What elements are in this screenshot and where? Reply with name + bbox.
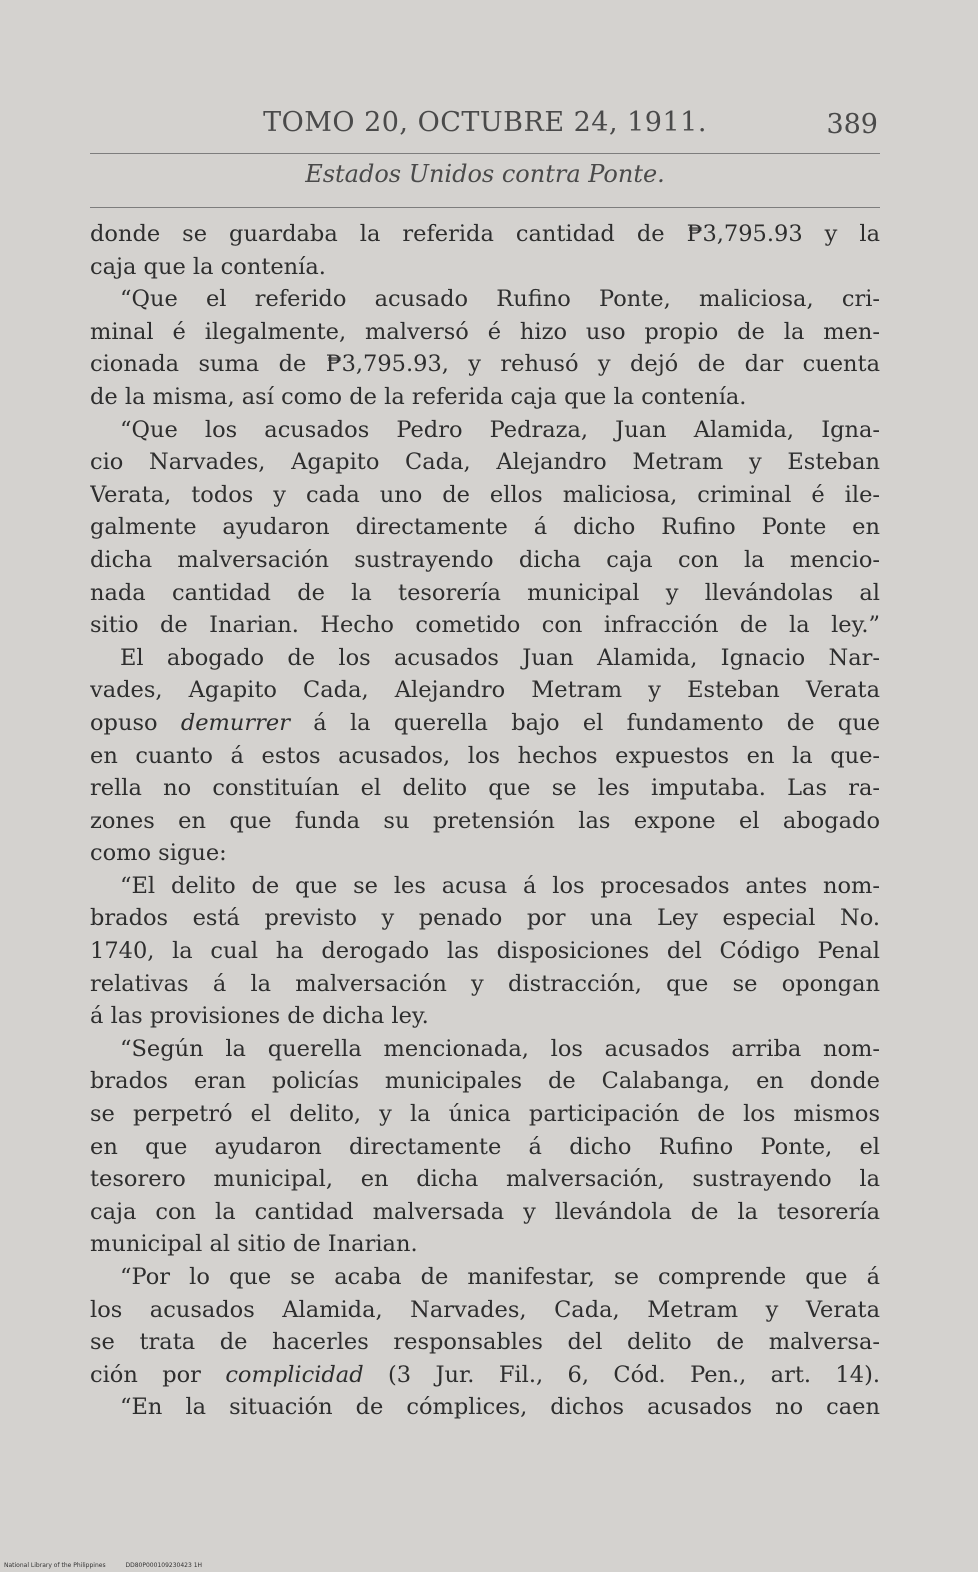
text-line: galmente ayudaron directamente á dicho Rufino Ponte en bbox=[90, 514, 880, 541]
text-line: “Según la querella mencionada, los acusados arriba nom- bbox=[120, 1035, 880, 1062]
text-line: á las provisiones de dicha ley. bbox=[90, 1003, 429, 1030]
text-line: “Que los acusados Pedro Pedraza, Juan Alamida, Igna- bbox=[120, 416, 880, 443]
text-line: se trata de hacerles responsables del delito de malversa- bbox=[90, 1329, 880, 1356]
header-rule-bottom bbox=[90, 207, 880, 208]
text-line bbox=[90, 1359, 880, 1392]
case-title: Estados Unidos contra Ponte. bbox=[305, 160, 665, 188]
text-line: brados está previsto y penado por una Ley especial No. bbox=[90, 905, 880, 932]
text-line: cio Narvades, Agapito Cada, Alejandro Metram y Esteban bbox=[90, 449, 880, 476]
italic-term: complicidad bbox=[225, 1361, 364, 1388]
text-line: en cuanto á estos acusados, los hechos expuestos en la que- bbox=[90, 742, 880, 769]
text-line: “Por lo que se acaba de manifestar, se comprende que á bbox=[120, 1264, 880, 1290]
text-line: dicha malversación sustrayendo dicha caja con la mencio- bbox=[90, 546, 880, 573]
text-line: caja con la cantidad malversada y llevándola de la tesorería bbox=[90, 1198, 880, 1225]
text-line: vades, Agapito Cada, Alejandro Metram y Esteban Verata bbox=[90, 677, 880, 704]
text-line: nada cantidad de la tesorería municipal y llevándolas al bbox=[90, 579, 880, 606]
text-run: á la querella bajo el fundamento de que bbox=[313, 709, 880, 736]
text-run: ción por bbox=[90, 1361, 201, 1388]
scan-footer bbox=[4, 1562, 220, 1569]
text-line: de la misma, así como de la referida caja que la contenía. bbox=[90, 383, 747, 410]
body-text bbox=[90, 218, 880, 1424]
page-number: 389 bbox=[826, 109, 878, 140]
header-rule-top bbox=[90, 153, 880, 154]
text-line: caja que la contenía. bbox=[90, 253, 326, 280]
text-line: zones en que funda su pretensión las expone el abogado bbox=[90, 807, 880, 834]
text-line: los acusados Alamida, Narvades, Cada, Metram y Verata bbox=[90, 1296, 880, 1323]
text-line: Verata, todos y cada uno de ellos maliciosa, criminal é ile- bbox=[90, 481, 880, 508]
text-run: (3 Jur. Fil., 6, Cód. Pen., art. 14). bbox=[388, 1361, 880, 1388]
italic-term: demurrer bbox=[180, 709, 290, 736]
library-credit: National Library of the Philippines bbox=[4, 1562, 106, 1569]
text-line bbox=[90, 707, 880, 740]
text-line: se perpetró el delito, y la única participación de los mismos bbox=[90, 1101, 880, 1128]
text-line: rella no constituían el delito que se les imputaba. Las ra- bbox=[90, 775, 880, 802]
text-line: sitio de Inarian. Hecho cometido con infracción de la ley.” bbox=[90, 612, 880, 639]
text-run: opuso bbox=[90, 709, 158, 736]
text-line: relativas á la malversación y distracción, que se opongan bbox=[90, 970, 880, 997]
text-line: “El delito de que se les acusa á los procesados antes nom- bbox=[120, 872, 880, 899]
text-line: El abogado de los acusados Juan Alamida, Ignacio Nar- bbox=[120, 644, 880, 671]
text-line: municipal al sitio de Inarian. bbox=[90, 1231, 418, 1258]
text-line: donde se guardaba la referida cantidad de ₱3,795.93 y la bbox=[90, 221, 880, 247]
text-line: “En la situación de cómplices, dichos acusados no caen bbox=[120, 1394, 880, 1421]
text-line: tesorero municipal, en dicha malversación, sustrayendo la bbox=[90, 1166, 880, 1193]
text-line: “Que el referido acusado Rufino Ponte, maliciosa, cri- bbox=[120, 286, 880, 313]
text-line: en que ayudaron directamente á dicho Rufino Ponte, el bbox=[90, 1133, 880, 1160]
running-head bbox=[90, 103, 880, 145]
scan-id: DD80P000109230423 1H bbox=[125, 1562, 203, 1569]
text-line: brados eran policías municipales de Calabanga, en donde bbox=[90, 1068, 880, 1095]
text-line: cionada suma de ₱3,795.93, y rehusó y dejó de dar cuenta bbox=[90, 351, 880, 378]
text-line: minal é ilegalmente, malversó é hizo uso propio de la men- bbox=[90, 318, 880, 345]
text-line: como sigue: bbox=[90, 840, 227, 867]
text-line: 1740, la cual ha derogado las disposiciones del Código Penal bbox=[90, 938, 880, 965]
volume-date-heading: TOMO 20, OCTUBRE 24, 1911. bbox=[263, 107, 707, 138]
